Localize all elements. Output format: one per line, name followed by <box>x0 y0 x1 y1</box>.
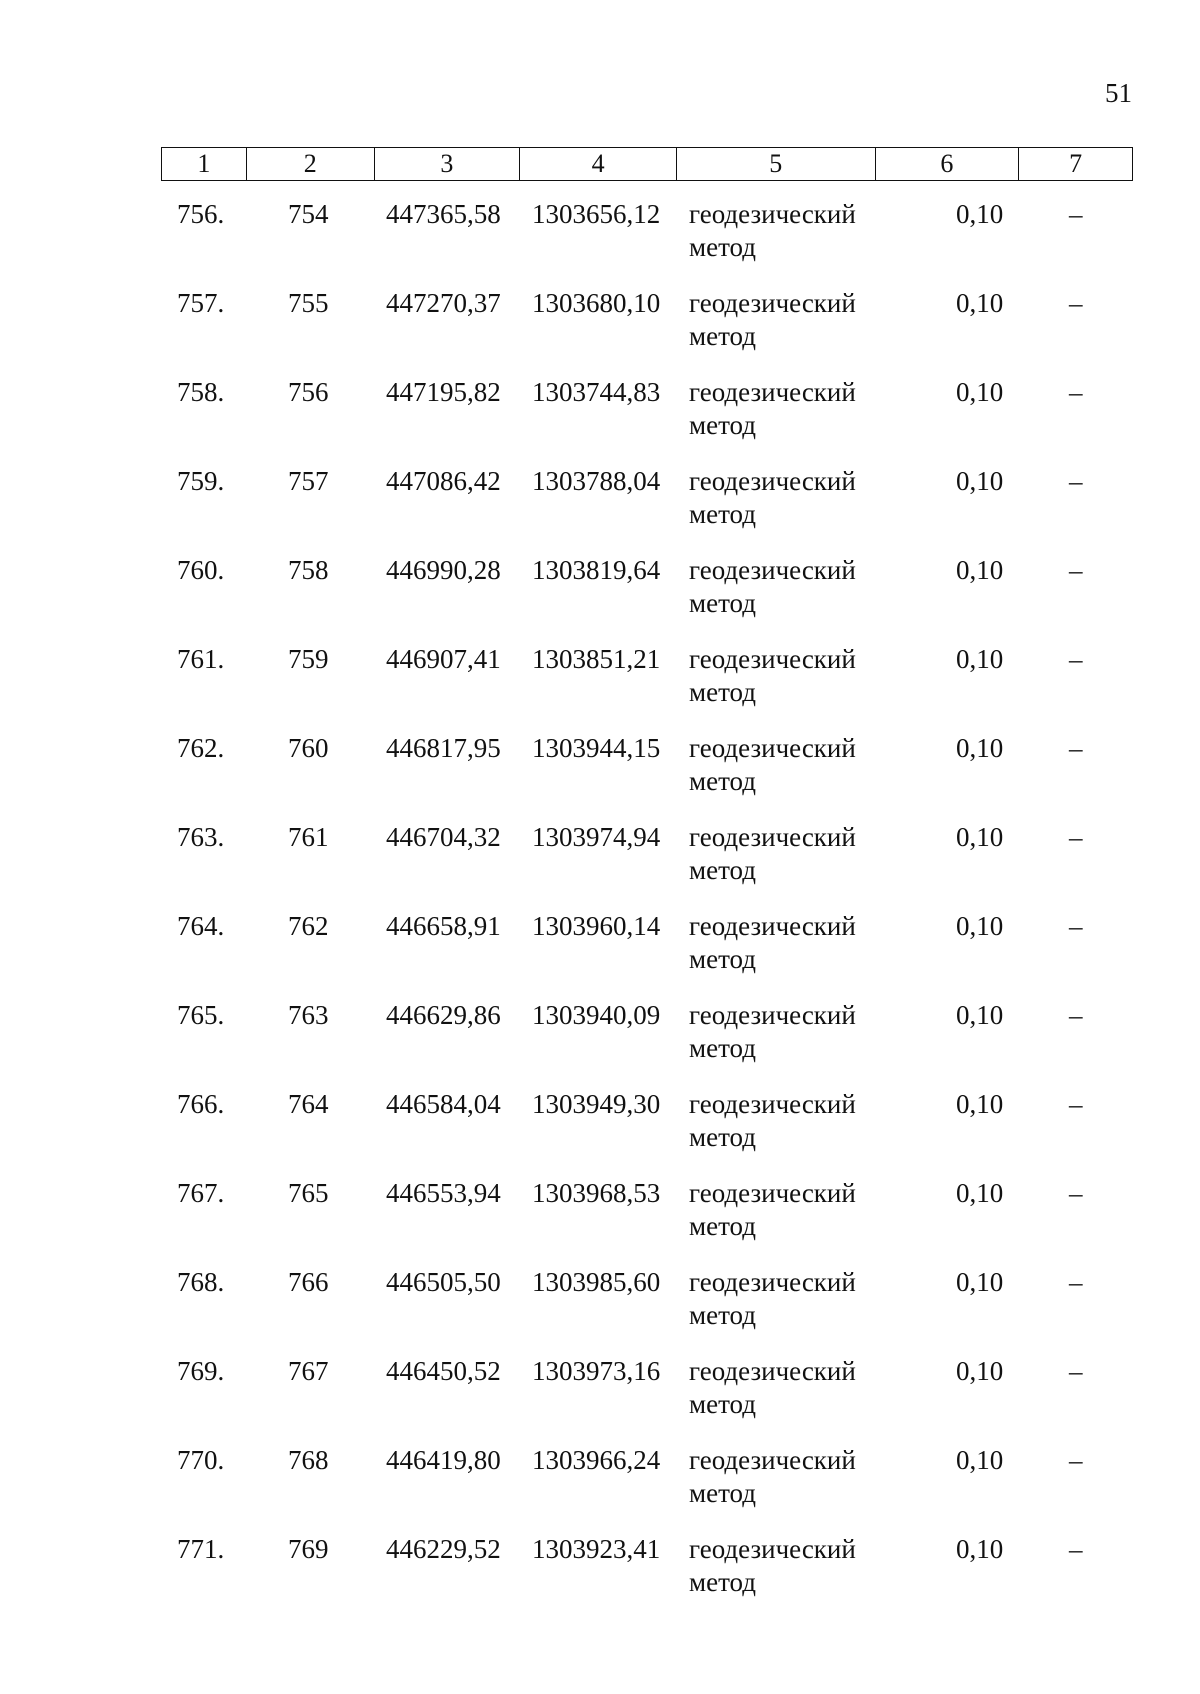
page-number: 51 <box>1105 78 1132 108</box>
method-line-2: метод <box>689 1567 756 1597</box>
method-line-2: метод <box>689 321 756 351</box>
method-line-2: метод <box>689 499 756 529</box>
table-row <box>161 1266 1133 1355</box>
method-cell <box>689 1088 856 1154</box>
table-row <box>161 1177 1133 1266</box>
accuracy-cell: 0,10 <box>956 377 1004 407</box>
source-point-cell: 765 <box>288 1178 329 1208</box>
method-cell <box>689 1533 856 1599</box>
coord-x-cell: 446629,86 <box>386 1000 501 1030</box>
point-number-cell: 764. <box>177 911 225 941</box>
coord-y-cell: 1303968,53 <box>532 1178 661 1208</box>
coord-x-cell: 447270,37 <box>386 288 501 318</box>
header-col-4: 4 <box>520 148 677 180</box>
table-row <box>161 1088 1133 1177</box>
method-line-2: метод <box>689 855 756 885</box>
note-cell: – <box>1069 822 1083 852</box>
coord-y-cell: 1303744,83 <box>532 377 661 407</box>
method-cell <box>689 1444 856 1510</box>
method-line-1: геодезический <box>689 1178 856 1208</box>
source-point-cell: 760 <box>288 733 329 763</box>
method-line-2: метод <box>689 1478 756 1508</box>
accuracy-cell: 0,10 <box>956 1178 1004 1208</box>
method-line-2: метод <box>689 677 756 707</box>
accuracy-cell: 0,10 <box>956 1356 1004 1386</box>
note-cell: – <box>1069 288 1083 318</box>
coord-x-cell: 446704,32 <box>386 822 501 852</box>
source-point-cell: 762 <box>288 911 329 941</box>
method-line-1: геодезический <box>689 466 856 496</box>
point-number-cell: 762. <box>177 733 225 763</box>
coord-x-cell: 446419,80 <box>386 1445 501 1475</box>
header-col-6: 6 <box>876 148 1020 180</box>
note-cell: – <box>1069 733 1083 763</box>
method-cell <box>689 1266 856 1332</box>
accuracy-cell: 0,10 <box>956 1089 1004 1119</box>
method-line-2: метод <box>689 1389 756 1419</box>
coord-y-cell: 1303851,21 <box>532 644 661 674</box>
note-cell: – <box>1069 644 1083 674</box>
accuracy-cell: 0,10 <box>956 1534 1004 1564</box>
coord-y-cell: 1303985,60 <box>532 1267 661 1297</box>
method-line-1: геодезический <box>689 1089 856 1119</box>
table-row <box>161 465 1133 554</box>
coord-y-cell: 1303949,30 <box>532 1089 661 1119</box>
method-line-2: метод <box>689 1211 756 1241</box>
table-row <box>161 287 1133 376</box>
method-line-2: метод <box>689 410 756 440</box>
point-number-cell: 765. <box>177 1000 225 1030</box>
point-number-cell: 763. <box>177 822 225 852</box>
method-cell <box>689 821 856 887</box>
coord-x-cell: 446658,91 <box>386 911 501 941</box>
point-number-cell: 767. <box>177 1178 225 1208</box>
method-line-2: метод <box>689 232 756 262</box>
note-cell: – <box>1069 1000 1083 1030</box>
source-point-cell: 756 <box>288 377 329 407</box>
method-line-2: метод <box>689 1300 756 1330</box>
source-point-cell: 769 <box>288 1534 329 1564</box>
table-row <box>161 643 1133 732</box>
coord-x-cell: 447086,42 <box>386 466 501 496</box>
coord-y-cell: 1303788,04 <box>532 466 661 496</box>
method-cell <box>689 554 856 620</box>
source-point-cell: 766 <box>288 1267 329 1297</box>
method-line-1: геодезический <box>689 555 856 585</box>
source-point-cell: 754 <box>288 199 329 229</box>
table-header <box>161 147 1133 181</box>
note-cell: – <box>1069 911 1083 941</box>
table-row <box>161 1533 1133 1622</box>
method-line-1: геодезический <box>689 733 856 763</box>
accuracy-cell: 0,10 <box>956 288 1004 318</box>
coord-x-cell: 447195,82 <box>386 377 501 407</box>
method-line-2: метод <box>689 1122 756 1152</box>
point-number-cell: 770. <box>177 1445 225 1475</box>
accuracy-cell: 0,10 <box>956 733 1004 763</box>
method-line-2: метод <box>689 766 756 796</box>
header-col-7: 7 <box>1069 149 1083 178</box>
method-line-1: геодезический <box>689 288 856 318</box>
coord-x-cell: 446817,95 <box>386 733 501 763</box>
table-row <box>161 1444 1133 1533</box>
method-line-1: геодезический <box>689 644 856 674</box>
coord-y-cell: 1303940,09 <box>532 1000 661 1030</box>
accuracy-cell: 0,10 <box>956 555 1004 585</box>
table-row <box>161 554 1133 643</box>
coord-x-cell: 446505,50 <box>386 1267 501 1297</box>
accuracy-cell: 0,10 <box>956 1000 1004 1030</box>
note-cell: – <box>1069 1089 1083 1119</box>
note-cell: – <box>1069 555 1083 585</box>
source-point-cell: 755 <box>288 288 329 318</box>
method-cell <box>689 643 856 709</box>
point-number-cell: 760. <box>177 555 225 585</box>
coord-x-cell: 446553,94 <box>386 1178 501 1208</box>
note-cell: – <box>1069 1445 1083 1475</box>
method-line-1: геодезический <box>689 1445 856 1475</box>
coord-y-cell: 1303944,15 <box>532 733 661 763</box>
coord-y-cell: 1303656,12 <box>532 199 661 229</box>
method-line-1: геодезический <box>689 1267 856 1297</box>
coord-y-cell: 1303923,41 <box>532 1534 661 1564</box>
point-number-cell: 757. <box>177 288 225 318</box>
coord-y-cell: 1303966,24 <box>532 1445 661 1475</box>
coord-x-cell: 446990,28 <box>386 555 501 585</box>
accuracy-cell: 0,10 <box>956 466 1004 496</box>
coord-x-cell: 446907,41 <box>386 644 501 674</box>
note-cell: – <box>1069 1356 1083 1386</box>
method-cell <box>689 465 856 531</box>
source-point-cell: 768 <box>288 1445 329 1475</box>
method-line-2: метод <box>689 588 756 618</box>
coord-x-cell: 446450,52 <box>386 1356 501 1386</box>
table-row <box>161 999 1133 1088</box>
accuracy-cell: 0,10 <box>956 822 1004 852</box>
point-number-cell: 759. <box>177 466 225 496</box>
accuracy-cell: 0,10 <box>956 199 1004 229</box>
method-cell <box>689 910 856 976</box>
method-line-1: геодезический <box>689 199 856 229</box>
source-point-cell: 758 <box>288 555 329 585</box>
table-body <box>161 198 1133 1622</box>
coord-y-cell: 1303974,94 <box>532 822 661 852</box>
point-number-cell: 771. <box>177 1534 225 1564</box>
method-cell <box>689 198 856 264</box>
header-col-5: 5 <box>677 148 876 180</box>
accuracy-cell: 0,10 <box>956 1267 1004 1297</box>
coord-x-cell: 446584,04 <box>386 1089 501 1119</box>
table-row <box>161 910 1133 999</box>
point-number-cell: 756. <box>177 199 225 229</box>
note-cell: – <box>1069 1267 1083 1297</box>
method-line-2: метод <box>689 1033 756 1063</box>
method-cell <box>689 999 856 1065</box>
note-cell: – <box>1069 199 1083 229</box>
header-col-3: 3 <box>375 148 521 180</box>
coord-x-cell: 446229,52 <box>386 1534 501 1564</box>
method-line-1: геодезический <box>689 822 856 852</box>
coord-y-cell: 1303973,16 <box>532 1356 661 1386</box>
method-line-1: геодезический <box>689 1356 856 1386</box>
accuracy-cell: 0,10 <box>956 911 1004 941</box>
accuracy-cell: 0,10 <box>956 1445 1004 1475</box>
header-col-1: 1 <box>162 148 247 180</box>
method-line-1: геодезический <box>689 911 856 941</box>
source-point-cell: 767 <box>288 1356 329 1386</box>
method-cell <box>689 1177 856 1243</box>
source-point-cell: 764 <box>288 1089 329 1119</box>
method-cell <box>689 732 856 798</box>
point-number-cell: 758. <box>177 377 225 407</box>
table-row <box>161 821 1133 910</box>
point-number-cell: 761. <box>177 644 225 674</box>
source-point-cell: 761 <box>288 822 329 852</box>
note-cell: – <box>1069 1178 1083 1208</box>
point-number-cell: 768. <box>177 1267 225 1297</box>
coord-x-cell: 447365,58 <box>386 199 501 229</box>
accuracy-cell: 0,10 <box>956 644 1004 674</box>
table-row <box>161 732 1133 821</box>
point-number-cell: 766. <box>177 1089 225 1119</box>
method-line-2: метод <box>689 944 756 974</box>
table-row <box>161 376 1133 465</box>
method-cell <box>689 1355 856 1421</box>
note-cell: – <box>1069 466 1083 496</box>
table-row <box>161 198 1133 287</box>
source-point-cell: 757 <box>288 466 329 496</box>
method-line-1: геодезический <box>689 1000 856 1030</box>
header-col-2: 2 <box>247 148 375 180</box>
note-cell: – <box>1069 377 1083 407</box>
coord-y-cell: 1303960,14 <box>532 911 661 941</box>
method-line-1: геодезический <box>689 377 856 407</box>
coord-y-cell: 1303680,10 <box>532 288 661 318</box>
method-cell <box>689 376 856 442</box>
table-row <box>161 1355 1133 1444</box>
source-point-cell: 763 <box>288 1000 329 1030</box>
coord-y-cell: 1303819,64 <box>532 555 661 585</box>
method-cell <box>689 287 856 353</box>
point-number-cell: 769. <box>177 1356 225 1386</box>
source-point-cell: 759 <box>288 644 329 674</box>
method-line-1: геодезический <box>689 1534 856 1564</box>
note-cell: – <box>1069 1534 1083 1564</box>
